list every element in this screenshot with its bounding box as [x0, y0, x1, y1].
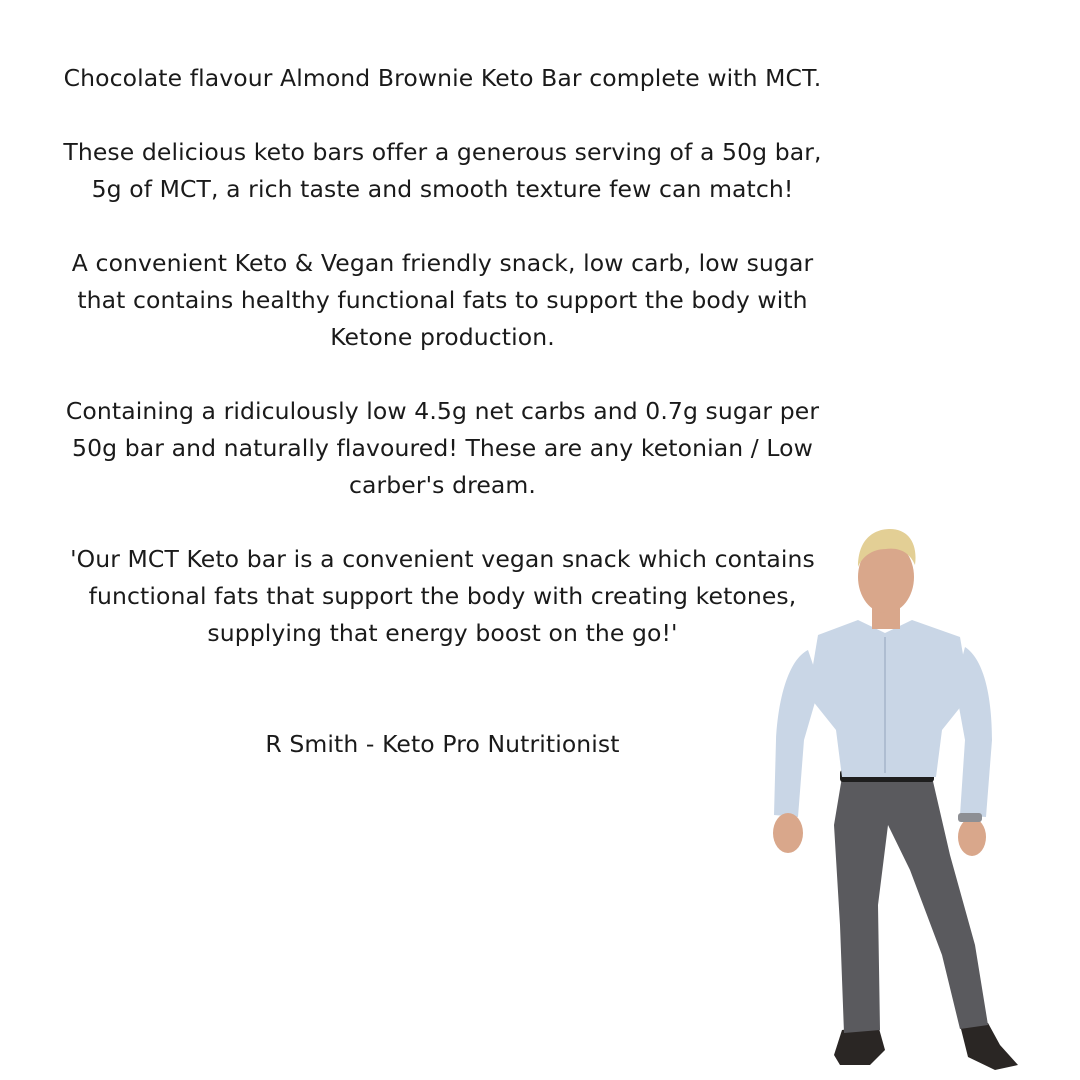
text-line: functional fats that support the body with creating ketones, — [88, 582, 797, 610]
testimonial-quote — [0, 541, 885, 652]
left-hand — [773, 813, 803, 853]
text-line: 50g bar and naturally flavoured! These are any ketonian / Low — [72, 434, 813, 462]
intro-paragraph — [0, 60, 885, 97]
right-hand — [958, 818, 986, 856]
nutrition-paragraph — [0, 393, 885, 504]
testimonial-attribution — [0, 726, 885, 763]
serving-paragraph — [0, 134, 885, 208]
benefits-paragraph — [0, 245, 885, 356]
shirt — [808, 620, 970, 777]
text-line: 5g of MCT, a rich taste and smooth texture few can match! — [91, 175, 794, 203]
product-description — [0, 60, 885, 800]
wristwatch — [958, 813, 982, 822]
text-line: Chocolate flavour Almond Brownie Keto Bar complete with MCT. — [63, 64, 822, 92]
text-line: carber's dream. — [349, 471, 536, 499]
right-shoe — [960, 1023, 1018, 1070]
text-line: 'Our MCT Keto bar is a convenient vegan snack which contains — [70, 545, 815, 573]
text-line: These delicious keto bars offer a generous serving of a 50g bar, — [63, 138, 822, 166]
text-line: A convenient Keto & Vegan friendly snack, low carb, low sugar — [71, 249, 814, 277]
text-line: Ketone production. — [330, 323, 555, 351]
text-line: that contains healthy functional fats to support the body with — [77, 286, 808, 314]
text-line: supplying that energy boost on the go!' — [207, 619, 678, 647]
attribution-text: R Smith - Keto Pro Nutritionist — [265, 730, 620, 758]
nutritionist-photo — [760, 525, 1030, 1075]
text-line: Containing a ridiculously low 4.5g net carbs and 0.7g sugar per — [65, 397, 820, 425]
